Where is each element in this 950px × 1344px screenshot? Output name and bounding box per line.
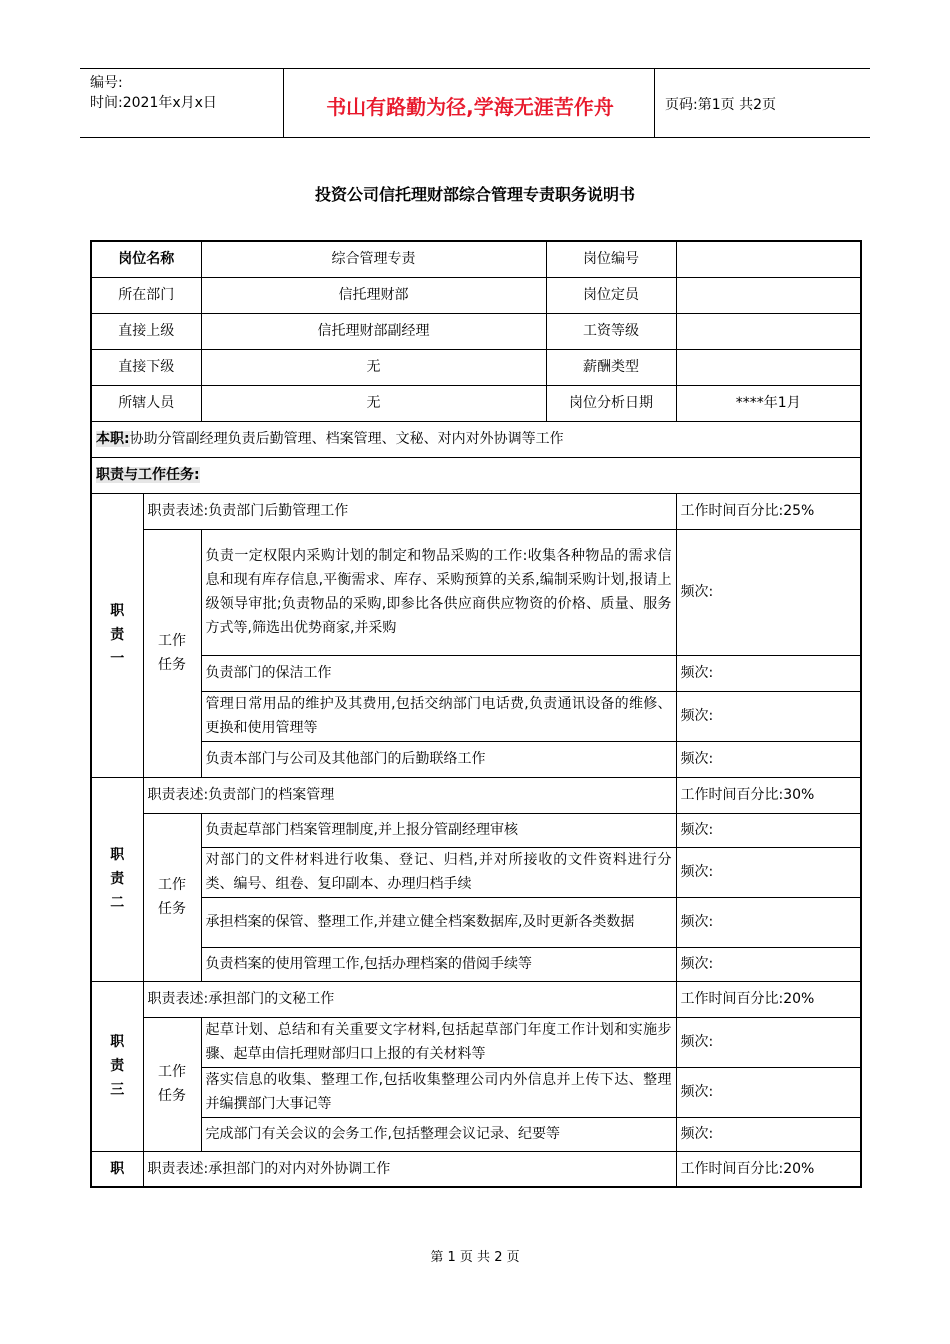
page-footer: 第 1 页 共 2 页 — [430, 1250, 520, 1265]
info-row — [91, 277, 861, 313]
task-frequency: 频次: — [676, 813, 861, 847]
duty-time-percent: 工作时间百分比:25% — [676, 493, 861, 529]
header-divider — [654, 69, 655, 137]
info-value — [676, 313, 861, 349]
duty-label-text: 职 责 一 — [110, 603, 125, 667]
benzhi-label: 本职: — [96, 431, 130, 447]
info-value: 无 — [201, 385, 546, 421]
info-row — [91, 349, 861, 385]
task-frequency: 频次: — [676, 1017, 861, 1067]
duty-label-text: 职 责 二 — [110, 847, 125, 911]
task-frequency: 频次: — [676, 1117, 861, 1151]
task-row — [91, 1067, 861, 1117]
info-label: 工资等级 — [546, 313, 676, 349]
time-label: 时间:2021年x月x日 — [90, 95, 217, 111]
duty-label-text: 职 — [110, 1160, 125, 1177]
info-label: 岗位分析日期 — [546, 385, 676, 421]
task-frequency: 频次: — [676, 691, 861, 741]
duty-label — [91, 1151, 143, 1187]
task-frequency: 频次: — [676, 847, 861, 897]
task-text: 起草计划、总结和有关重要文字材料,包括起草部门年度工作计划和实施步骤、起草由信托理财部归口上报的有关材料等 — [201, 1017, 676, 1067]
work-task-label — [143, 813, 201, 981]
task-frequency: 频次: — [676, 529, 861, 655]
duties-header: 职责与工作任务: — [96, 467, 200, 483]
benzhi-row — [91, 421, 861, 457]
duty-desc-row — [91, 777, 861, 813]
info-label: 岗位定员 — [546, 277, 676, 313]
info-value — [676, 277, 861, 313]
duties-header-row — [91, 457, 861, 493]
info-label: 所辖人员 — [91, 385, 201, 421]
task-row — [91, 947, 861, 981]
header-divider — [283, 69, 284, 137]
task-row — [91, 529, 861, 655]
duty-desc-row — [91, 1151, 861, 1187]
benzhi-cell — [91, 421, 861, 457]
duty-label — [91, 493, 143, 777]
task-row — [91, 741, 861, 777]
task-text: 负责档案的使用管理工作,包括办理档案的借阅手续等 — [201, 947, 676, 981]
duty-label — [91, 981, 143, 1151]
work-task-label-text: 工作 任务 — [158, 877, 186, 917]
duty-description: 职责表述:承担部门的文秘工作 — [143, 981, 676, 1017]
info-row — [91, 385, 861, 421]
task-text: 完成部门有关会议的会务工作,包括整理会议记录、纪要等 — [201, 1117, 676, 1151]
task-row — [91, 847, 861, 897]
info-label: 岗位名称 — [91, 241, 201, 277]
work-task-label — [143, 529, 201, 777]
info-label: 岗位编号 — [546, 241, 676, 277]
duty-label — [91, 777, 143, 981]
duty-desc-row — [91, 981, 861, 1017]
task-text: 落实信息的收集、整理工作,包括收集整理公司内外信息并上传下达、整理并编撰部门大事记等 — [201, 1067, 676, 1117]
job-description-table — [90, 240, 862, 1188]
task-frequency: 频次: — [676, 655, 861, 691]
task-text: 负责部门的保洁工作 — [201, 655, 676, 691]
task-text: 负责本部门与公司及其他部门的后勤联络工作 — [201, 741, 676, 777]
task-row — [91, 691, 861, 741]
duty-description: 职责表述:负责部门的档案管理 — [143, 777, 676, 813]
work-task-label — [143, 1017, 201, 1151]
benzhi-text: 协助分管副经理负责后勤管理、档案管理、文秘、对内对外协调等工作 — [129, 431, 564, 447]
duty-time-percent: 工作时间百分比:20% — [676, 981, 861, 1017]
task-frequency: 频次: — [676, 947, 861, 981]
task-row — [91, 1117, 861, 1151]
info-value: ****年1月 — [676, 385, 861, 421]
duty-description: 职责表述:负责部门后勤管理工作 — [143, 493, 676, 529]
task-row — [91, 813, 861, 847]
info-value — [676, 349, 861, 385]
duty-label-text: 职 责 三 — [110, 1034, 125, 1098]
duty-time-percent: 工作时间百分比:20% — [676, 1151, 861, 1187]
page-header — [80, 68, 870, 138]
info-value — [676, 241, 861, 277]
task-text: 承担档案的保管、整理工作,并建立健全档案数据库,及时更新各类数据 — [201, 897, 676, 947]
info-value: 无 — [201, 349, 546, 385]
page-info: 页码:第1页 共2页 — [665, 97, 776, 113]
info-value: 信托理财部 — [201, 277, 546, 313]
number-label: 编号: — [90, 75, 123, 91]
task-row — [91, 1017, 861, 1067]
header-meta — [90, 73, 217, 113]
task-text: 负责起草部门档案管理制度,并上报分管副经理审核 — [201, 813, 676, 847]
task-row — [91, 897, 861, 947]
duty-description: 职责表述:承担部门的对内对外协调工作 — [143, 1151, 676, 1187]
info-label: 薪酬类型 — [546, 349, 676, 385]
task-text: 对部门的文件材料进行收集、登记、归档,并对所接收的文件资料进行分类、编号、组卷、复印副本、办理归档手续 — [201, 847, 676, 897]
info-value: 综合管理专责 — [201, 241, 546, 277]
info-label: 所在部门 — [91, 277, 201, 313]
duty-desc-row — [91, 493, 861, 529]
document-title: 投资公司信托理财部综合管理专责职务说明书 — [314, 185, 635, 204]
task-frequency: 频次: — [676, 741, 861, 777]
work-task-label-text: 工作 任务 — [158, 633, 186, 673]
task-frequency: 频次: — [676, 1067, 861, 1117]
task-text: 管理日常用品的维护及其费用,包括交纳部门电话费,负责通讯设备的维修、更换和使用管理等 — [201, 691, 676, 741]
info-row — [91, 313, 861, 349]
task-row — [91, 655, 861, 691]
work-task-label-text: 工作 任务 — [158, 1064, 186, 1104]
info-label: 直接上级 — [91, 313, 201, 349]
task-text: 负责一定权限内采购计划的制定和物品采购的工作:收集各种物品的需求信息和现有库存信息,平衡需求、库存、采购预算的关系,编制采购计划,报请上级领导审批;负责物品的采购,即参比各供应商供应物资的价格、质量、服务方式等,筛选出优势商家,并采购 — [201, 529, 676, 655]
info-row — [91, 241, 861, 277]
header-motto: 书山有路勤为径,学海无涯苦作舟 — [326, 95, 614, 119]
task-frequency: 频次: — [676, 897, 861, 947]
duty-time-percent: 工作时间百分比:30% — [676, 777, 861, 813]
info-value: 信托理财部副经理 — [201, 313, 546, 349]
info-label: 直接下级 — [91, 349, 201, 385]
duties-header-cell — [91, 457, 861, 493]
